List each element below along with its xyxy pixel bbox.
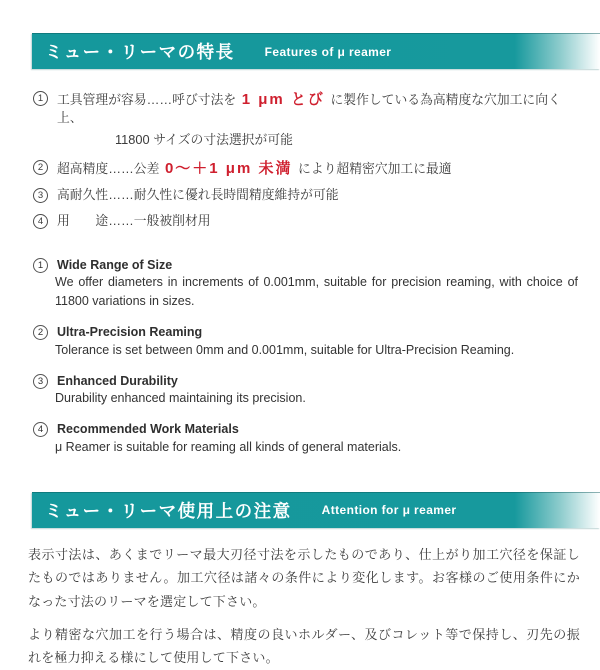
feature-en-heading-1: Wide Range of Size bbox=[57, 257, 173, 272]
attention-paragraph-1: 表示寸法は、あくまでリーマ最大刃径寸法を示したものであり、仕上がり加工穴径を保証したものではありません。加工穴径は諸々の条件により変化します。お客様のご使用条件にかなった寸法のリーマを選定して下さい。 bbox=[28, 546, 580, 609]
feature-en-body-1: We offer diameters in increments of 0.001mm, suitable for precision reaming, with choice of 11800 variations in sizes. bbox=[55, 275, 578, 309]
attention-title-jp: ミュー・リーマ使用上の注意 bbox=[45, 500, 292, 521]
circled-number-1: 1 bbox=[33, 91, 48, 106]
feature-jp-text-2 bbox=[57, 159, 452, 179]
features-title-jp: ミュー・リーマの特長 bbox=[45, 42, 235, 62]
feature-en-heading-2: Ultra-Precision Reaming bbox=[57, 324, 203, 339]
feature-jp-post-2: により超精密穴加工に最適 bbox=[294, 160, 452, 176]
circled-number-en-3: 3 bbox=[33, 374, 48, 389]
attention-section-header bbox=[32, 492, 600, 528]
feature-en-body-3: Durability enhanced maintaining its precision. bbox=[55, 391, 306, 406]
feature-jp-item-2 bbox=[33, 159, 582, 179]
feature-jp-item-1 bbox=[33, 90, 582, 126]
feature-en-item-3 bbox=[33, 373, 578, 409]
attention-title-en: Attention for μ reamer bbox=[321, 503, 457, 518]
feature-en-item-2 bbox=[33, 324, 578, 360]
circled-number-3: 3 bbox=[33, 188, 48, 203]
feature-jp-text-4: 用 途……一般被削材用 bbox=[57, 212, 211, 228]
circled-number-4: 4 bbox=[33, 214, 48, 229]
circled-number-en-2: 2 bbox=[33, 325, 48, 340]
catalog-page bbox=[0, 33, 600, 666]
feature-en-heading-row-1 bbox=[33, 257, 578, 274]
feature-jp-item-4 bbox=[33, 213, 582, 230]
feature-jp-post-1: に製作している為高精度な穴加工に向く上、 bbox=[57, 92, 561, 125]
features-title-en: Features of μ reamer bbox=[264, 44, 392, 59]
feature-jp-pre-2: 超高精度……公差 bbox=[57, 160, 163, 176]
circled-number-2: 2 bbox=[33, 160, 48, 175]
feature-jp-pre-1: 工具管理が容易……呼び寸法を bbox=[57, 92, 240, 107]
feature-jp-highlight-2: 0〜＋1 μm 未満 bbox=[164, 159, 293, 177]
features-en-list bbox=[33, 257, 578, 457]
feature-en-item-4 bbox=[33, 421, 578, 457]
feature-en-heading-row-4 bbox=[33, 421, 578, 438]
feature-jp-highlight-1: 1 μm とび bbox=[241, 91, 325, 108]
feature-jp-text-1 bbox=[57, 90, 582, 126]
feature-en-body-2: Tolerance is set between 0mm and 0.001mm, suitable for Ultra-Precision Reaming. bbox=[55, 342, 515, 357]
features-jp-list bbox=[33, 90, 582, 230]
feature-jp-item-3 bbox=[33, 187, 582, 204]
feature-en-heading-row-3 bbox=[33, 373, 578, 390]
feature-en-item-1 bbox=[33, 257, 578, 311]
feature-jp-text-3: 高耐久性……耐久性に優れ長時間精度維持が可能 bbox=[57, 187, 339, 203]
feature-jp-continuation-1: 11800 サイズの寸法選択が可能 bbox=[115, 132, 293, 148]
attention-paragraph-2: より精密な穴加工を行う場合は、精度の良いホルダー、及びコレット等で保持し、刃先の振れを極力抑える様にして使用して下さい。 bbox=[28, 626, 580, 666]
feature-en-heading-4: Recommended Work Materials bbox=[57, 422, 239, 437]
features-section-header bbox=[32, 33, 600, 69]
feature-en-heading-3: Enhanced Durability bbox=[57, 373, 178, 388]
circled-number-en-4: 4 bbox=[33, 422, 48, 437]
feature-en-heading-row-2 bbox=[33, 324, 578, 341]
feature-en-body-4: μ Reamer is suitable for reaming all kinds of general materials. bbox=[55, 440, 402, 454]
circled-number-en-1: 1 bbox=[33, 258, 48, 273]
